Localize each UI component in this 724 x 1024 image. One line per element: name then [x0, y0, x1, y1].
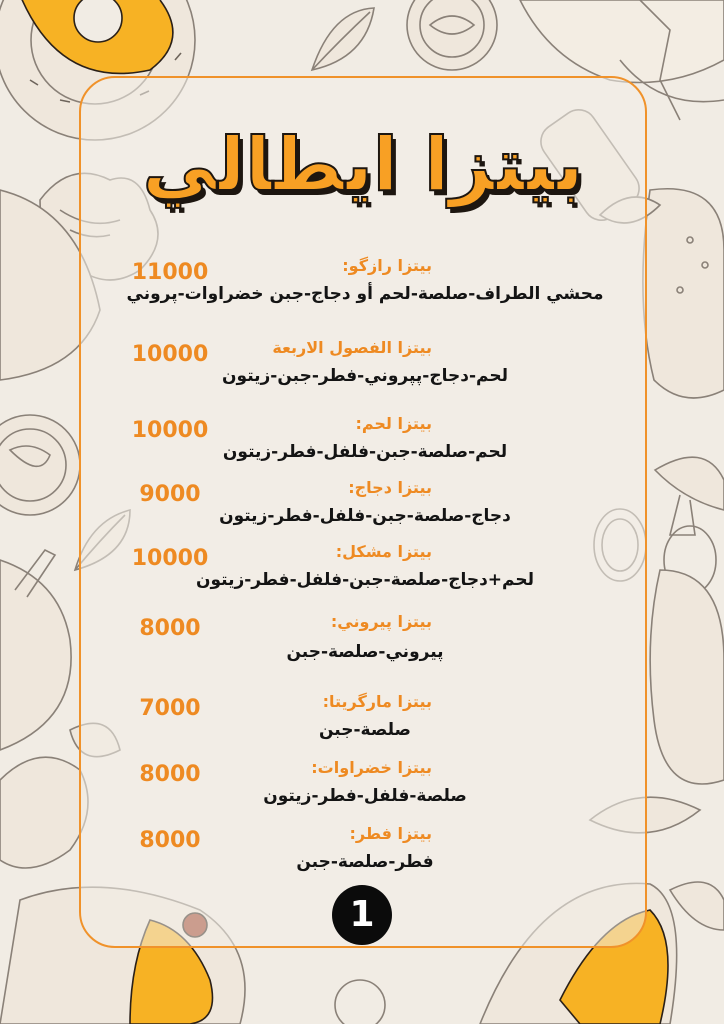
item-name: بيتزا مارگريتا: — [322, 692, 432, 711]
item-price: 10000 — [131, 546, 209, 571]
tomato-slice-illustration — [0, 415, 80, 515]
menu-item — [100, 758, 630, 818]
burger-illustration — [643, 189, 724, 398]
item-name: بيتزا مشكل: — [335, 542, 432, 561]
item-description: لحم-دجاج-پپروني-فطر-جبن-زيتون — [222, 366, 508, 386]
item-price: 8000 — [139, 828, 201, 853]
menu-item — [100, 612, 630, 672]
item-description: محشي الطراف-صلصة-لحم أو دجاج-جبن خضراوات-پروني — [126, 284, 604, 304]
menu-item — [100, 542, 630, 602]
item-name: بيتزا لحم: — [355, 414, 432, 433]
item-description: صلصة-جبن — [319, 720, 411, 740]
menu-item — [100, 414, 630, 474]
item-name: بيتزا دجاج: — [348, 478, 432, 497]
item-description: صلصة-فلفل-فطر-زيتون — [263, 786, 467, 806]
item-price: 8000 — [139, 762, 201, 787]
item-name: بيتزا فطر: — [349, 824, 432, 843]
item-name: بيتزا الفصول الاربعة — [272, 338, 432, 357]
item-description: پيروني-صلصة-جبن — [286, 642, 444, 662]
item-price: 9000 — [139, 482, 201, 507]
menu-item — [100, 824, 630, 884]
item-price: 8000 — [139, 616, 201, 641]
page-number-badge: 1 — [332, 885, 392, 945]
item-description: فطر-صلصة-جبن — [296, 852, 434, 872]
menu-item — [100, 256, 630, 316]
menu-title: بيتزا ايطالي — [142, 122, 584, 208]
mushroom-illustration — [655, 457, 724, 535]
item-description: دجاج-صلصة-جبن-فلفل-فطر-زيتون — [219, 506, 511, 526]
item-price: 10000 — [131, 342, 209, 367]
item-price: 10000 — [131, 418, 209, 443]
chicken-leg-illustration — [0, 550, 71, 750]
tomato-slice-illustration — [407, 0, 497, 70]
item-price: 11000 — [131, 260, 209, 285]
menu-item — [100, 478, 630, 538]
menu-item — [100, 692, 630, 752]
item-description: لحم+دجاج-صلصة-جبن-فلفل-فطر-زيتون — [195, 570, 535, 590]
menu-item — [100, 338, 630, 398]
item-name: بيتزا خضراوات: — [311, 758, 432, 777]
item-name: بيتزا پيروني: — [330, 612, 432, 631]
leaf-illustration — [312, 8, 374, 70]
item-description: لحم-صلصة-جبن-فلفل-فطر-زيتون — [222, 442, 508, 462]
item-price: 7000 — [139, 696, 201, 721]
item-name: بيتزا رازگو: — [342, 256, 432, 275]
